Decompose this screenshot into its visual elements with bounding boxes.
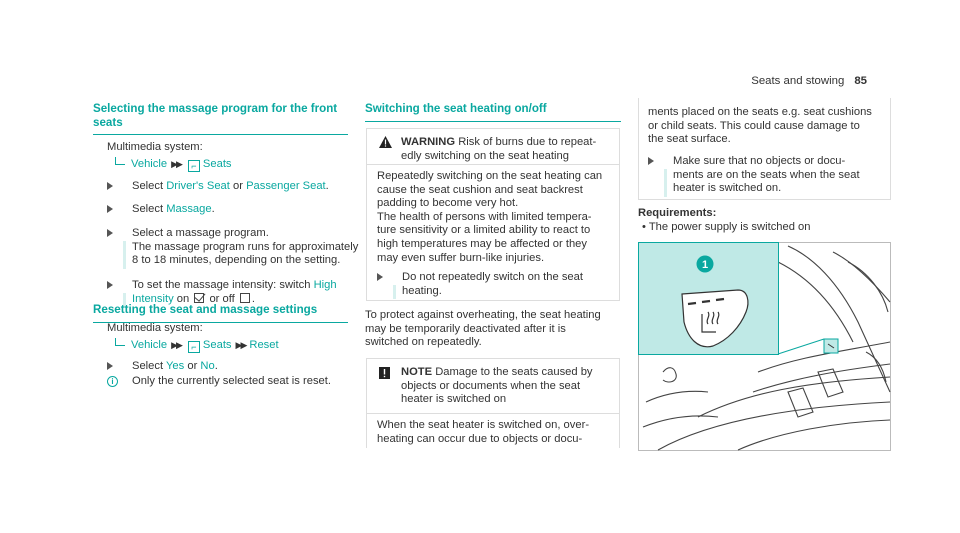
checkbox-checked-icon: [194, 293, 204, 303]
callout-number: 1: [701, 259, 709, 271]
massage-path: [107, 157, 232, 172]
massage-multimedia: Multimedia system: Vehicle ▶▶ ⌐ Seats: [107, 141, 232, 171]
path-arrow-icon: [115, 338, 125, 346]
seat-icon: ⌐: [188, 160, 200, 172]
warning-title: WARNING: [401, 136, 456, 148]
note-header: NOTE Damage to the seats caused by objects or documents when the seat heater is switched on: [379, 366, 593, 407]
step-arrow-icon: [107, 182, 113, 190]
option-no[interactable]: No: [200, 360, 215, 372]
seat-heating-illustration: [638, 242, 891, 451]
checkbox-empty-icon: [240, 293, 250, 303]
section-title: Seats and stowing: [751, 75, 845, 87]
step-arrow-icon: [107, 229, 113, 237]
step-arrow-icon: [377, 273, 383, 281]
step-arrow-icon: [107, 362, 113, 370]
step-arrow-icon: [648, 157, 654, 165]
resetting-heading: Resetting the seat and massage settings: [93, 303, 348, 323]
warning-step: Do not repeatedly switch on the seat heating.: [377, 271, 613, 299]
resetting-step-1: Select Yes or No.: [107, 360, 347, 374]
info-icon: i: [107, 376, 118, 387]
note-exclamation-icon: [379, 367, 390, 379]
massage-step-3: Select a massage program. The massage program runs for approximately 8 to 18 minutes, depending on the setting.: [107, 227, 347, 269]
chevron-double-icon: ▶▶: [171, 339, 181, 350]
resetting-multimedia: Multimedia system: Vehicle ▶▶ ⌐ Seats ▶▶ Reset: [107, 322, 279, 352]
warning-body: Repeatedly switching on the seat heating can cause the seat cushion and seat backrest padding to become very hot. The health of persons with limited tempera- ture sensitivity or a limited ability to react to high temperatures may be affected or they may even suffer burn-like injuries.: [377, 170, 603, 264]
menu-seats[interactable]: Seats: [202, 338, 232, 351]
warning-box: [366, 128, 620, 301]
requirements-title: Requirements:: [638, 207, 717, 219]
menu-vehicle[interactable]: Vehicle: [131, 338, 168, 351]
page-number: 85: [854, 75, 867, 87]
option-high-intensity[interactable]: High: [313, 279, 337, 291]
running-header: [751, 75, 867, 89]
resetting-path: [107, 338, 279, 353]
resetting-note: i Only the currently selected seat is reset.: [107, 375, 347, 389]
note-step: Make sure that no objects or docu- ments are on the seats when the seat heater is switched on.: [648, 155, 884, 197]
note-continued-box: [638, 98, 891, 200]
warning-header: WARNING Risk of burns due to repeat- edly switching on the seat heating: [379, 136, 596, 163]
massage-step-1: Select Driver's Seat or Passenger Seat.: [107, 180, 347, 194]
protect-text: To protect against overheating, the seat heating may be temporarily deactivated after it is switched on repeatedly.: [365, 309, 601, 349]
seat-icon: ⌐: [188, 341, 200, 353]
bullet-icon: •: [642, 220, 649, 233]
note-box: [366, 358, 620, 448]
chevron-double-icon: ▶▶: [235, 339, 246, 350]
warning-triangle-icon: [379, 136, 392, 148]
note-title: NOTE: [401, 366, 433, 378]
note-continued-text: ments placed on the seats e.g. seat cushions or child seats. This could cause damage to the seat surface.: [648, 106, 872, 146]
menu-seats[interactable]: Seats: [202, 157, 232, 170]
step-arrow-icon: [107, 205, 113, 213]
massage-step-4: To set the massage intensity: switch High Intensity on or off .: [107, 279, 347, 307]
requirements-item: • The power supply is switched on: [642, 220, 811, 233]
option-passenger-seat[interactable]: Passenger Seat: [246, 180, 326, 192]
chevron-double-icon: ▶▶: [171, 158, 181, 169]
option-drivers-seat[interactable]: Driver's Seat: [166, 180, 230, 192]
note-body: When the seat heater is switched on, over- heating can occur due to objects or docu-: [377, 419, 590, 445]
menu-reset[interactable]: Reset: [249, 338, 279, 351]
massage-step-2: Select Massage.: [107, 203, 347, 217]
step-arrow-icon: [107, 281, 113, 289]
heating-heading: Switching the seat heating on/off: [365, 102, 621, 122]
massage-heading: Selecting the massage program for the front seats: [93, 102, 348, 135]
option-massage[interactable]: Massage: [166, 203, 212, 215]
menu-vehicle[interactable]: Vehicle: [131, 157, 168, 170]
option-yes[interactable]: Yes: [166, 360, 185, 372]
path-arrow-icon: [115, 157, 125, 165]
requirements: [638, 207, 811, 234]
